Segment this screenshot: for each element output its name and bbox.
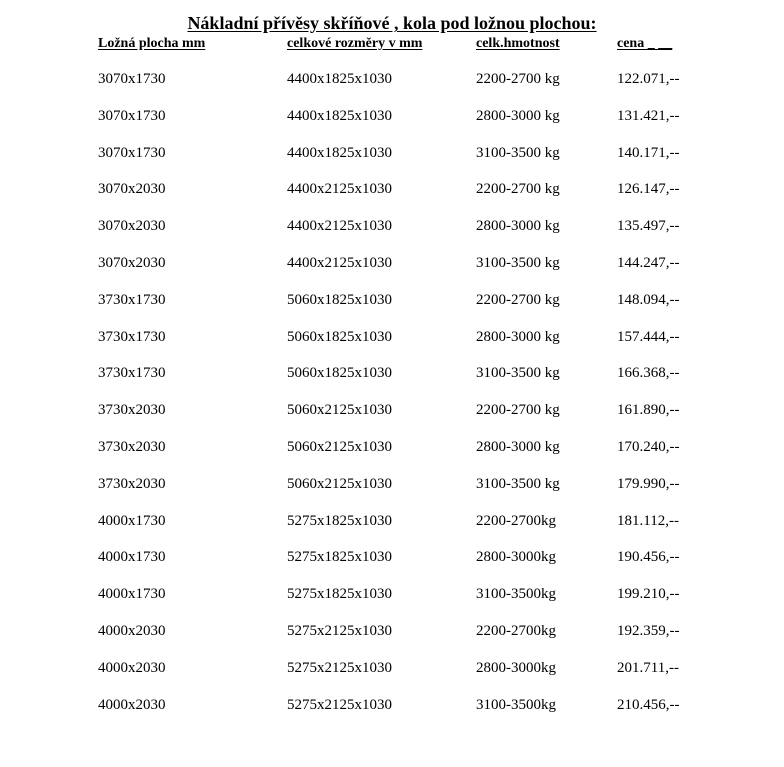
cell-load-area: 4000x1730 xyxy=(98,586,166,603)
table-row xyxy=(0,253,784,290)
table-row xyxy=(0,216,784,253)
cell-overall-dimensions: 5060x2125x1030 xyxy=(287,438,392,455)
cell-overall-dimensions: 4400x2125x1030 xyxy=(287,218,392,235)
cell-total-weight: 3100-3500 kg xyxy=(476,144,560,161)
table-row xyxy=(0,511,784,548)
cell-overall-dimensions: 4400x1825x1030 xyxy=(287,144,392,161)
table-row xyxy=(0,658,784,695)
cell-price: 148.094,-- xyxy=(617,291,680,308)
cell-price: 199.210,-- xyxy=(617,586,680,603)
cell-load-area: 3070x2030 xyxy=(98,254,166,271)
cell-load-area: 3070x1730 xyxy=(98,71,166,87)
table-row xyxy=(0,106,784,143)
cell-overall-dimensions: 4400x1825x1030 xyxy=(287,71,392,87)
document-title xyxy=(0,12,784,34)
cell-total-weight: 2200-2700 kg xyxy=(476,402,560,419)
cell-load-area: 3730x1730 xyxy=(98,291,166,308)
cell-price: 181.112,-- xyxy=(617,512,679,529)
table-row xyxy=(0,400,784,437)
cell-overall-dimensions: 5060x1825x1030 xyxy=(287,291,392,308)
cell-overall-dimensions: 4400x2125x1030 xyxy=(287,254,392,271)
cell-total-weight: 2800-3000 kg xyxy=(476,107,560,124)
table-row xyxy=(0,143,784,180)
cell-overall-dimensions: 5060x1825x1030 xyxy=(287,328,392,345)
cell-load-area: 3070x1730 xyxy=(98,107,166,124)
cell-overall-dimensions: 4400x2125x1030 xyxy=(287,181,392,198)
cell-total-weight: 3100-3500 kg xyxy=(476,254,560,271)
cell-price: 122.071,-- xyxy=(617,71,680,87)
cell-total-weight: 2200-2700kg xyxy=(476,512,556,529)
table-row xyxy=(0,437,784,474)
cell-total-weight: 2800-3000kg xyxy=(476,549,556,566)
cell-price: 126.147,-- xyxy=(617,181,680,198)
cell-total-weight: 2200-2700 kg xyxy=(476,71,560,87)
cell-overall-dimensions: 5275x2125x1030 xyxy=(287,659,392,676)
cell-price: 170.240,-- xyxy=(617,438,680,455)
cell-price: 161.890,-- xyxy=(617,402,680,419)
header-overall-dimensions: celkové rozměry v mm xyxy=(287,36,423,51)
cell-price: 190.456,-- xyxy=(617,549,680,566)
cell-load-area: 4000x1730 xyxy=(98,549,166,566)
cell-overall-dimensions: 5060x1825x1030 xyxy=(287,365,392,382)
cell-price: 192.359,-- xyxy=(617,622,680,639)
table-row xyxy=(0,584,784,621)
table-row xyxy=(0,363,784,400)
cell-price: 157.444,-- xyxy=(617,328,680,345)
table-row xyxy=(0,327,784,364)
cell-overall-dimensions: 5060x2125x1030 xyxy=(287,402,392,419)
cell-total-weight: 2200-2700 kg xyxy=(476,291,560,308)
cell-total-weight: 2800-3000kg xyxy=(476,659,556,676)
cell-load-area: 3730x2030 xyxy=(98,402,166,419)
table-row xyxy=(0,547,784,584)
cell-price: 144.247,-- xyxy=(617,254,680,271)
cell-load-area: 3730x2030 xyxy=(98,438,166,455)
document-title-text: Nákladní přívěsy skříňové , kola pod ložnou plochou: xyxy=(187,13,597,33)
cell-load-area: 3070x1730 xyxy=(98,144,166,161)
cell-price: 166.368,-- xyxy=(617,365,680,382)
table-body xyxy=(0,69,784,731)
cell-load-area: 3730x1730 xyxy=(98,328,166,345)
header-total-weight: celk.hmotnost xyxy=(476,36,560,51)
table-row xyxy=(0,474,784,511)
cell-total-weight: 3100-3500kg xyxy=(476,586,556,603)
cell-price: 140.171,-- xyxy=(617,144,680,161)
cell-price: 135.497,-- xyxy=(617,218,680,235)
cell-total-weight: 2200-2700kg xyxy=(476,622,556,639)
cell-total-weight: 3100-3500 kg xyxy=(476,475,560,492)
cell-load-area: 4000x2030 xyxy=(98,622,166,639)
header-load-area: Ložná plocha mm xyxy=(98,36,206,51)
cell-total-weight: 3100-3500 kg xyxy=(476,365,560,382)
cell-load-area: 4000x2030 xyxy=(98,696,166,713)
cell-total-weight: 2800-3000 kg xyxy=(476,218,560,235)
table-row xyxy=(0,621,784,658)
cell-total-weight: 3100-3500kg xyxy=(476,696,556,713)
cell-total-weight: 2200-2700 kg xyxy=(476,181,560,198)
cell-total-weight: 2800-3000 kg xyxy=(476,328,560,345)
cell-total-weight: 2800-3000 kg xyxy=(476,438,560,455)
cell-price: 210.456,-- xyxy=(617,696,680,713)
cell-overall-dimensions: 4400x1825x1030 xyxy=(287,107,392,124)
cell-load-area: 4000x1730 xyxy=(98,512,166,529)
cell-price: 201.711,-- xyxy=(617,659,679,676)
cell-price: 179.990,-- xyxy=(617,475,680,492)
table-row xyxy=(0,290,784,327)
table-row xyxy=(0,179,784,216)
table-header xyxy=(0,35,784,53)
header-price: cena _ __ xyxy=(617,36,673,51)
table-row xyxy=(0,695,784,732)
table-row xyxy=(0,69,784,106)
cell-load-area: 3070x2030 xyxy=(98,181,166,198)
cell-overall-dimensions: 5275x2125x1030 xyxy=(287,696,392,713)
cell-overall-dimensions: 5275x1825x1030 xyxy=(287,549,392,566)
cell-overall-dimensions: 5275x1825x1030 xyxy=(287,512,392,529)
cell-overall-dimensions: 5060x2125x1030 xyxy=(287,475,392,492)
cell-load-area: 4000x2030 xyxy=(98,659,166,676)
cell-load-area: 3730x2030 xyxy=(98,475,166,492)
cell-price: 131.421,-- xyxy=(617,107,680,124)
cell-overall-dimensions: 5275x2125x1030 xyxy=(287,622,392,639)
cell-overall-dimensions: 5275x1825x1030 xyxy=(287,586,392,603)
cell-load-area: 3070x2030 xyxy=(98,218,166,235)
cell-load-area: 3730x1730 xyxy=(98,365,166,382)
